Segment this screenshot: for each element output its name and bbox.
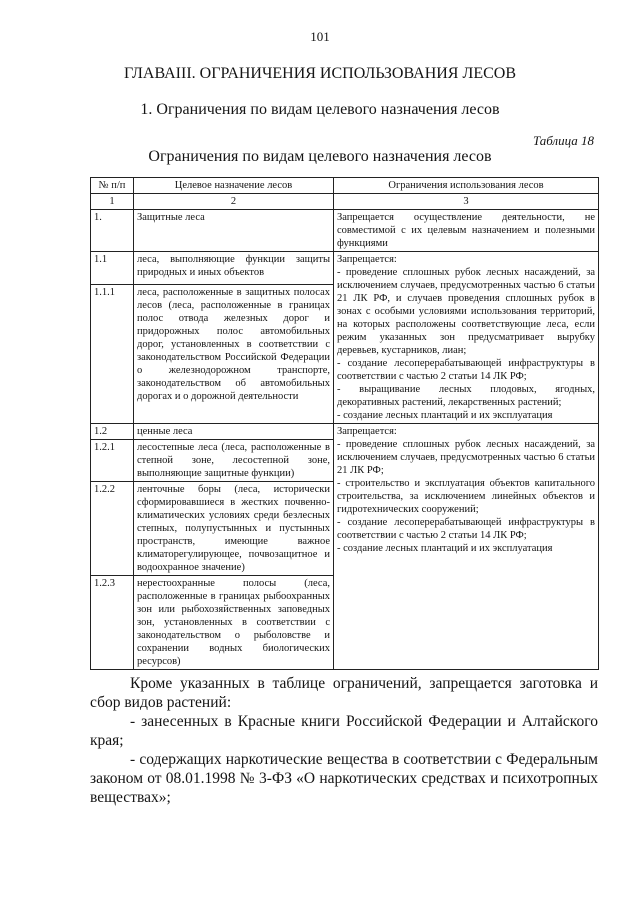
header-num: № п/п bbox=[91, 178, 134, 194]
row-restriction-1-1 bbox=[334, 252, 599, 424]
col-number: 3 bbox=[334, 194, 599, 210]
row-num: 1.2.3 bbox=[91, 576, 134, 670]
page-number: 101 bbox=[310, 29, 330, 44]
restriction-line: Запрещается: bbox=[337, 254, 397, 265]
row-num: 1.1.1 bbox=[91, 285, 134, 424]
row-num: 1.2.2 bbox=[91, 482, 134, 576]
table-row bbox=[91, 252, 599, 285]
row-purpose: леса, расположенные в защитных полосах лесов (леса, расположенные в границах полос отвода железных дорог и придорожных полос автомобильных дорог, установленных в соответствии с законодательством Российской Федерации о железнодорожном транспорте, законодательством об автомобильных дорогах и о дорожной деятельности bbox=[134, 285, 334, 424]
table-row bbox=[91, 210, 599, 252]
row-purpose: Защитные леса bbox=[134, 210, 334, 252]
table-number: Таблица 18 bbox=[532, 133, 594, 148]
row-num: 1. bbox=[91, 210, 134, 252]
row-num: 1.2 bbox=[91, 424, 134, 440]
table-row bbox=[91, 424, 599, 440]
paragraph: - содержащих наркотические вещества в соответствии с Федеральным законом от 08.01.1998 № 3-ФЗ «О наркотических средствах и психотропных веществах»; bbox=[90, 751, 598, 806]
body-paragraphs bbox=[90, 674, 598, 807]
restriction-line: - выращивание лесных плодовых, ягодных, декоративных растений, лекарственных растений; bbox=[337, 384, 595, 408]
restriction-line: Запрещается: bbox=[337, 426, 397, 437]
restrictions-table bbox=[90, 177, 599, 670]
restriction-line: - проведение сплошных рубок лесных насаждений, за исключением случаев, предусмотренных частью 6 статьи 21 ЛК РФ; bbox=[337, 439, 595, 476]
row-num: 1.1 bbox=[91, 252, 134, 285]
row-purpose: ленточные боры (леса, исторически сформировавшиеся в жестких почвенно-климатических условиях среди безлесных степных, полупустынных и пустынных пространств, имеющие важное климаторегулирующее, почвозащитное и водоохранное значение) bbox=[134, 482, 334, 576]
row-restriction: Запрещается осуществление деятельности, не совместимой с их целевым назначением и полезными функциями bbox=[334, 210, 599, 252]
row-purpose: лесостепные леса (леса, расположенные в степной зоне, лесостепной зоне, выполняющие защитные функции) bbox=[134, 440, 334, 482]
restriction-line: - проведение сплошных рубок лесных насаждений, за исключением случаев, предусмотренных частью 6 статьи 21 ЛК РФ, и случаев проведения сплошных рубок в зонах с особыми условиями использования территорий, на которых расположены соответствующие леса, если режим указанных зон предусматривает вырубку деревьев, кустарников, лиан; bbox=[337, 267, 595, 356]
paragraph: - занесенных в Красные книги Российской Федерации и Алтайского края; bbox=[90, 713, 598, 749]
restriction-line: - создание лесоперерабатывающей инфраструктуры в соответствии с частью 2 статьи 14 ЛК РФ; bbox=[337, 517, 595, 541]
restriction-line: - создание лесных плантаций и их эксплуатация bbox=[337, 543, 553, 554]
restriction-line: - строительство и эксплуатация объектов капитального строительства, за исключением линейных объектов и гидротехнических сооружений; bbox=[337, 478, 595, 515]
chapter-title: ГЛАВАIII. ОГРАНИЧЕНИЯ ИСПОЛЬЗОВАНИЯ ЛЕСОВ bbox=[124, 65, 516, 82]
col-number: 1 bbox=[91, 194, 134, 210]
row-purpose: нерестоохранные полосы (леса, расположенные в границах рыбоохранных зон или рыбохозяйственных заповедных зон, установленных в соответствии с законодательством о рыболовстве и сохранении водных биологических ресурсов) bbox=[134, 576, 334, 670]
paragraph: Кроме указанных в таблице ограничений, запрещается заготовка и сбор видов растений: bbox=[90, 675, 598, 711]
row-num: 1.2.1 bbox=[91, 440, 134, 482]
row-restriction-1-2 bbox=[334, 424, 599, 670]
section-title: 1. Ограничения по видам целевого назначения лесов bbox=[140, 101, 500, 118]
restriction-line: - создание лесных плантаций и их эксплуатация bbox=[337, 410, 553, 421]
col-number: 2 bbox=[134, 194, 334, 210]
restriction-line: - создание лесоперерабатывающей инфраструктуры в соответствии с частью 2 статьи 14 ЛК РФ; bbox=[337, 358, 595, 382]
header-restriction: Ограничения использования лесов bbox=[334, 178, 599, 194]
table-col-numbers-row bbox=[91, 194, 599, 210]
row-purpose: ценные леса bbox=[134, 424, 334, 440]
row-purpose: леса, выполняющие функции защиты природных и иных объектов bbox=[134, 252, 334, 285]
table-header-row bbox=[91, 178, 599, 194]
table-title: Ограничения по видам целевого назначения лесов bbox=[148, 148, 492, 165]
header-purpose: Целевое назначение лесов bbox=[134, 178, 334, 194]
